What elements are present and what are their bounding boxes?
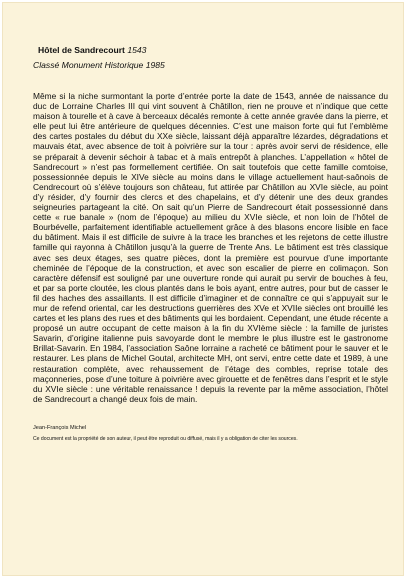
copyright-notice: Ce document est la propriété de son auteur, il peut être reproduit ou diffusé, mais il y a obligation de citer les sources. <box>33 435 298 442</box>
title-year: 1543 <box>127 45 147 55</box>
document-title <box>38 45 388 56</box>
title-text: Hôtel de Sandrecourt <box>38 45 125 55</box>
document-subtitle: Classé Monument Historique 1985 <box>33 60 165 70</box>
author-name: Jean-François Michel <box>33 424 87 431</box>
document-content <box>33 45 388 443</box>
document-body: Même si la niche surmontant la porte d’entrée porte la date de 1543, année de naissance du duc de Lorraine Charles III qui vint souvent à Châtillon, rien ne prouve et n’indique que cette maison à tourelle et à cave à berceaux décalés remonte à cette année gravée dans la pierre, et elle peut lui être antérieure de quelques décennies. C’est une maison forte qui fut l’emblème des cartes postales du début du XXe siècle, laissant déjà apparaître lézardes, dégradations et mauvais état, avec absence de toit à poivrière sur la tour : après avoir servi de résidence, elle se préparait à devenir séchoir à tabac et à maïs entrepôt à planches. L’appellation « hôtel de Sandrecourt » n’est pas formellement certifiée. On sait toutefois que cette famille comtoise, possessionnée depuis le XIVe siècle au moins dans le village actuellement haut-saônois de Cendrecourt où s’élève toujours son château, fut attirée par Châtillon au XVIe siècle, au point d’y résider, d’y fournir des clercs et des chapelains, et d’y détenir une des deux grandes seigneuries partageant la cité. On sait qu’un Pierre de Sandrecourt était possessionné dans cette « rue banale » (nom de l’époque) au milieu du XVIe siècle, et non loin de l’hôtel de Bourbévelle, parfaitement identifiable actuellement grâce à des blasons encore lisible en face du bâtiment. Mais il est difficile de suivre à la trace les branches et les rejetons de cette illustre famille qui rayonna à Châtillon jusqu’à la guerre de Trente Ans. Le bâtiment est très classique avec ses deux étages, ses quatre pièces, dont la première est pourvue d’une importante cheminée de l’époque de la construction, et avec son escalier de pierre en colimaçon. Son caractère défensif est souligné par une ouverture ronde qui aurait pu servir de bouches à feu, et par sa porte cloutée, les clous plantés dans le bois ayant, entre autres, pour but de casser le fil des haches des assaillants. Il est difficile d’imaginer et de connaître ce qui s’appuyait sur le mur de refend oriental, car les destructions guerrières des XVe et XVIIe siècles ont brouillé les cartes et les plans des rues et des bâtiments qui les bordaient. Cependant, une étude récente a proposé un autre occupant de cette maison à la fin du XVIème siècle : la famille de juristes Savarin, d’origine italienne puis savoyarde dont le membre le plus illustre est le gastronome Brillat-Savarin. En 1984, l’association Saône lorraine a racheté ce bâtiment pour le sauver et le restaurer. Les plans de Michel Goutal, architecte MH, ont servi, entre cette date et 1989, à une restauration complète, avec rehaussement de l’étage des combles, reprise totale des maçonneries, pose d’une toiture à poivrière avec girouette et de fenêtres dans l’esprit et le style du XVIe siècle : une véritable renaissance ! depuis la revente par la même association, l’hôtel de Sandrecourt a changé deux fois de main. <box>33 91 388 404</box>
document-page <box>2 2 404 576</box>
